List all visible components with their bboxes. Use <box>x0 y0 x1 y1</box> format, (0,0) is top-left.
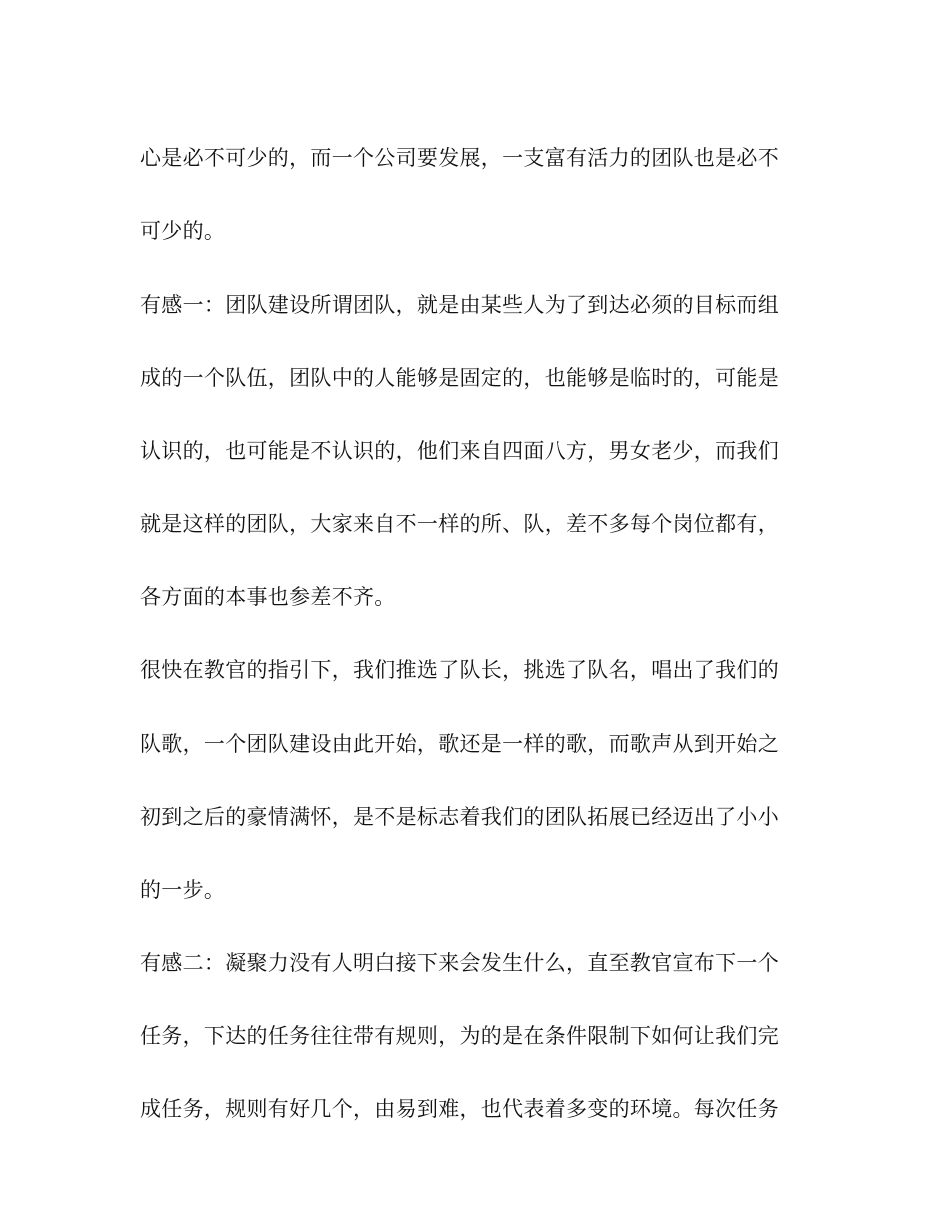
text-line: 认识的，也可能是不认识的，他们来自四面八方，男女老少，而我们 <box>140 439 779 463</box>
text-line: 成任务，规则有好几个，由易到难，也代表着多变的环境。每次任务 <box>140 1097 779 1121</box>
text-line: 有感一：团队建设所谓团队，就是由某些人为了到达必须的目标而组 <box>140 293 779 317</box>
text-line: 队歌，一个团队建设由此开始，歌还是一样的歌，而歌声从到开始之 <box>140 732 779 756</box>
text-line: 心是必不可少的，而一个公司要发展，一支富有活力的团队也是必不 <box>140 146 779 170</box>
text-line: 成的一个队伍，团队中的人能够是固定的，也能够是临时的，可能是 <box>140 366 779 390</box>
text-line: 可少的。 <box>140 219 226 243</box>
text-line: 就是这样的团队，大家来自不一样的所、队，差不多每个岗位都有， <box>140 512 779 536</box>
text-line: 各方面的本事也参差不齐。 <box>140 585 396 609</box>
text-line: 的一步。 <box>140 878 226 902</box>
text-line: 初到之后的豪情满怀，是不是标志着我们的团队拓展已经迈出了小小 <box>140 805 779 829</box>
text-line: 很快在教官的指引下，我们推选了队长，挑选了队名，唱出了我们的 <box>140 658 779 682</box>
text-line: 有感二：凝聚力没有人明白接下来会发生什么，直至教官宣布下一个 <box>140 951 779 975</box>
text-line: 任务，下达的任务往往带有规则，为的是在条件限制下如何让我们完 <box>140 1024 779 1048</box>
